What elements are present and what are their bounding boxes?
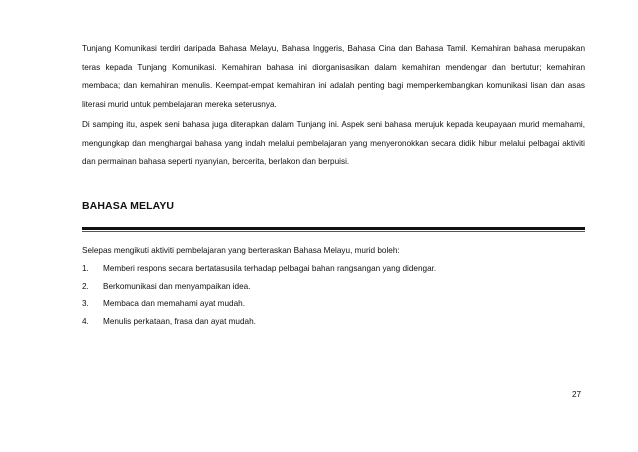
page-number: 27	[572, 390, 582, 399]
list-item	[82, 315, 585, 333]
list-item-text: Berkomunikasi dan menyampaikan idea.	[103, 281, 251, 291]
list-item-text: Memberi respons secara bertatasusila terhadap pelbagai bahan rangsangan yang didengar.	[103, 264, 437, 273]
list-item-text: Membaca dan memahami ayat mudah.	[103, 299, 245, 308]
heading-divider-thick	[82, 227, 585, 230]
list-item-text: Menulis perkataan, frasa dan ayat mudah.	[103, 316, 256, 326]
list-item-number: 2.	[82, 281, 89, 291]
list-item	[82, 262, 585, 280]
section-intro: Selepas mengikuti aktiviti pembelajaran yang berteraskan Bahasa Melayu, murid boleh:	[82, 246, 400, 255]
list-item	[82, 297, 585, 315]
objectives-list	[82, 262, 585, 332]
paragraph-seni-bahasa: Di samping itu, aspek seni bahasa juga diterapkan dalam Tunjang ini. Aspek seni bahasa merujuk kepada keupayaan murid memahami, mengungkap dan menghargai bahasa yang indah melalui pembelajaran yang menyeronokkan secara didik hibur melalui pelbagai aktiviti dan permainan bahasa seperti nyanyian, bercerita, berlakon dan berpuisi.	[82, 120, 585, 166]
heading-divider-thin	[82, 231, 585, 232]
list-item-number: 3.	[82, 299, 89, 308]
list-item-number: 1.	[82, 264, 89, 273]
paragraph-tunjang-komunikasi: Tunjang Komunikasi terdiri daripada Bahasa Melayu, Bahasa Inggeris, Bahasa Cina dan Bahasa Tamil. Kemahiran bahasa merupakan teras kepada Tunjang Komunikasi. Kemahiran bahasa ini diorganisasikan dalam kemahiran mendengar dan bertutur; kemahiran membaca; dan kemahiran menulis. Keempat-empat kemahiran ini adalah penting bagi memperkembangkan komunikasi lisan dan asas literasi murid untuk pembelajaran mereka seterusnya.	[82, 44, 585, 109]
list-item-number: 4.	[82, 316, 89, 326]
section-heading: BAHASA MELAYU	[82, 200, 175, 212]
list-item	[82, 280, 585, 298]
